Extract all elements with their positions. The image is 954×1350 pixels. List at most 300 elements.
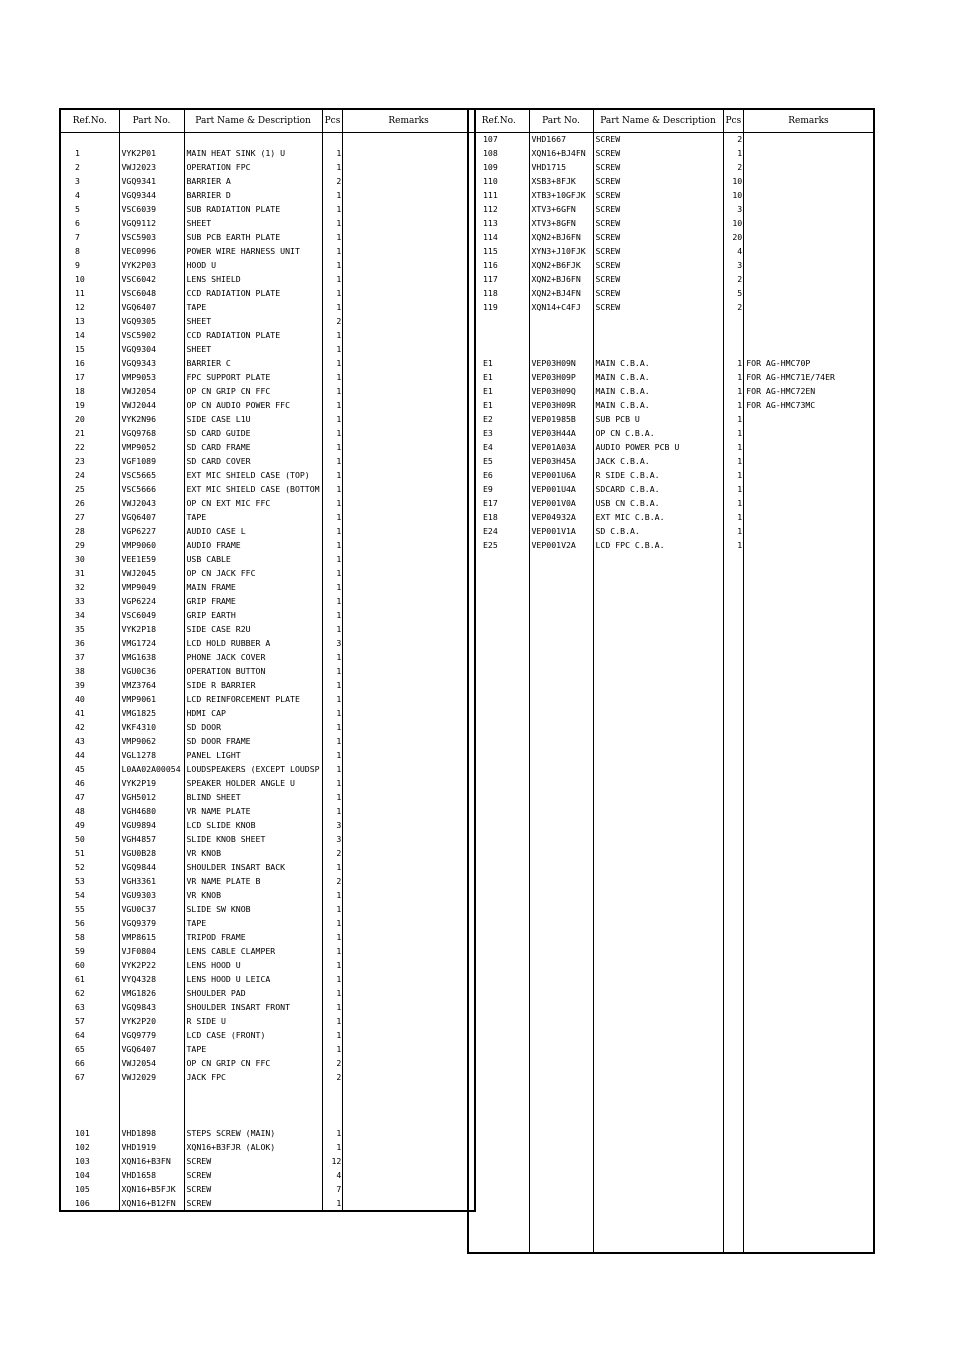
pcs-cell: 1 <box>322 413 343 427</box>
part-no-cell <box>529 1239 593 1253</box>
part-name-cell: BARRIER A <box>184 175 322 189</box>
table-row <box>60 1071 475 1085</box>
part-no-cell: VMZ3764 <box>119 679 184 693</box>
part-no-cell: VMP9049 <box>119 581 184 595</box>
remarks-cell <box>744 987 874 1001</box>
remarks-cell <box>744 945 874 959</box>
part-name-cell <box>593 343 723 357</box>
ref-no-cell: 107 <box>468 133 529 147</box>
ref-no-cell: 47 <box>60 791 119 805</box>
pcs-cell: 1 <box>322 189 343 203</box>
ref-no-cell: 4 <box>60 189 119 203</box>
pcs-cell: 1 <box>322 1015 343 1029</box>
part-no-cell: XQN2+BJ6FN <box>529 231 593 245</box>
part-no-cell <box>529 315 593 329</box>
table-row <box>468 1155 874 1169</box>
remarks-cell <box>343 679 475 693</box>
part-name-cell: SUB PCB U <box>593 413 723 427</box>
pcs-cell <box>723 1099 744 1113</box>
header-remarks: Remarks <box>343 109 475 133</box>
table-row <box>468 315 874 329</box>
table-row <box>60 959 475 973</box>
ref-no-cell <box>468 1197 529 1211</box>
table-row <box>60 1141 475 1155</box>
remarks-cell <box>343 637 475 651</box>
table-row <box>60 903 475 917</box>
part-no-cell: VEP01985B <box>529 413 593 427</box>
remarks-cell <box>744 1183 874 1197</box>
part-name-cell: VR KNOB <box>184 847 322 861</box>
ref-no-cell: E17 <box>468 497 529 511</box>
part-name-cell <box>593 1169 723 1183</box>
part-name-cell <box>593 1127 723 1141</box>
ref-no-cell: 64 <box>60 1029 119 1043</box>
remarks-cell <box>744 693 874 707</box>
table-row <box>60 511 475 525</box>
pcs-cell: 3 <box>723 203 744 217</box>
pcs-cell: 1 <box>322 959 343 973</box>
remarks-cell <box>343 413 475 427</box>
remarks-cell <box>343 259 475 273</box>
ref-no-cell <box>468 749 529 763</box>
pcs-cell <box>723 931 744 945</box>
table-row <box>60 581 475 595</box>
remarks-cell <box>343 231 475 245</box>
ref-no-cell: 110 <box>468 175 529 189</box>
part-name-cell <box>593 973 723 987</box>
table-row <box>60 847 475 861</box>
part-name-cell: GRIP EARTH <box>184 609 322 623</box>
ref-no-cell <box>468 1099 529 1113</box>
remarks-cell <box>343 735 475 749</box>
part-name-cell: OP CN JACK FFC <box>184 567 322 581</box>
part-name-cell: SHOULDER INSART FRONT <box>184 1001 322 1015</box>
pcs-cell <box>322 1113 343 1127</box>
part-no-cell: VGH5012 <box>119 791 184 805</box>
ref-no-cell: 1 <box>60 147 119 161</box>
part-no-cell: VWJ2023 <box>119 161 184 175</box>
remarks-cell <box>343 1057 475 1071</box>
pcs-cell: 1 <box>322 497 343 511</box>
part-name-cell <box>593 1197 723 1211</box>
part-no-cell: XSB3+8FJK <box>529 175 593 189</box>
ref-no-cell <box>468 609 529 623</box>
remarks-cell <box>744 721 874 735</box>
remarks-cell <box>343 189 475 203</box>
table-row <box>60 287 475 301</box>
part-no-cell <box>529 679 593 693</box>
part-no-cell <box>529 973 593 987</box>
part-name-cell: OPERATION FPC <box>184 161 322 175</box>
pcs-cell <box>723 1169 744 1183</box>
pcs-cell: 1 <box>723 371 744 385</box>
part-name-cell: JACK FPC <box>184 1071 322 1085</box>
pcs-cell: 1 <box>322 329 343 343</box>
ref-no-cell <box>468 875 529 889</box>
remarks-cell <box>343 833 475 847</box>
remarks-cell <box>343 287 475 301</box>
pcs-cell: 1 <box>322 805 343 819</box>
part-no-cell: VGQ9779 <box>119 1029 184 1043</box>
ref-no-cell: 15 <box>60 343 119 357</box>
ref-no-cell <box>468 861 529 875</box>
ref-no-cell <box>468 1169 529 1183</box>
table-row <box>60 427 475 441</box>
part-no-cell: VEP04932A <box>529 511 593 525</box>
pcs-cell: 1 <box>322 693 343 707</box>
pcs-cell: 3 <box>322 819 343 833</box>
pcs-cell: 1 <box>322 749 343 763</box>
table-row <box>60 721 475 735</box>
table-row <box>60 133 475 147</box>
ref-no-cell <box>468 553 529 567</box>
table-row <box>468 161 874 175</box>
part-name-cell <box>593 609 723 623</box>
part-name-cell: LCD CASE (FRONT) <box>184 1029 322 1043</box>
ref-no-cell <box>468 651 529 665</box>
remarks-cell <box>343 133 475 147</box>
pcs-cell: 1 <box>322 917 343 931</box>
part-no-cell: VGP6227 <box>119 525 184 539</box>
remarks-cell <box>744 1127 874 1141</box>
pcs-cell: 1 <box>322 609 343 623</box>
ref-no-cell: 12 <box>60 301 119 315</box>
part-no-cell: VGQ6407 <box>119 1043 184 1057</box>
part-name-cell <box>593 763 723 777</box>
part-name-cell: LCD SLIDE KNOB <box>184 819 322 833</box>
pcs-cell: 2 <box>322 1057 343 1071</box>
ref-no-cell <box>468 1211 529 1225</box>
table-row <box>60 1015 475 1029</box>
part-name-cell: SCREW <box>184 1183 322 1197</box>
part-name-cell: SCREW <box>593 259 723 273</box>
ref-no-cell: 34 <box>60 609 119 623</box>
pcs-cell <box>723 343 744 357</box>
table-row <box>468 413 874 427</box>
ref-no-cell <box>468 1071 529 1085</box>
remarks-cell <box>744 1169 874 1183</box>
part-name-cell: SDCARD C.B.A. <box>593 483 723 497</box>
ref-no-cell: 18 <box>60 385 119 399</box>
part-no-cell: VYK2P20 <box>119 1015 184 1029</box>
remarks-cell <box>343 161 475 175</box>
remarks-cell <box>744 791 874 805</box>
part-no-cell <box>529 665 593 679</box>
pcs-cell <box>723 945 744 959</box>
ref-no-cell: 49 <box>60 819 119 833</box>
remarks-cell <box>343 889 475 903</box>
part-no-cell <box>529 609 593 623</box>
remarks-cell <box>343 469 475 483</box>
table-row <box>60 483 475 497</box>
table-row <box>60 1043 475 1057</box>
table-row <box>60 791 475 805</box>
part-name-cell: SCREW <box>184 1155 322 1169</box>
table-row <box>60 917 475 931</box>
remarks-cell <box>343 917 475 931</box>
part-no-cell <box>529 1071 593 1085</box>
ref-no-cell <box>468 777 529 791</box>
ref-no-cell: E25 <box>468 539 529 553</box>
remarks-cell <box>744 847 874 861</box>
table-row <box>60 833 475 847</box>
pcs-cell <box>723 763 744 777</box>
table-row <box>468 497 874 511</box>
pcs-cell: 1 <box>723 539 744 553</box>
pcs-cell: 1 <box>322 217 343 231</box>
ref-no-cell: 55 <box>60 903 119 917</box>
remarks-cell <box>343 693 475 707</box>
remarks-cell <box>343 441 475 455</box>
remarks-cell <box>343 763 475 777</box>
part-no-cell: VWJ2044 <box>119 399 184 413</box>
part-no-cell <box>529 1225 593 1239</box>
part-name-cell <box>184 1113 322 1127</box>
pcs-cell: 1 <box>322 679 343 693</box>
ref-no-cell: 67 <box>60 1071 119 1085</box>
part-name-cell: MAIN C.B.A. <box>593 399 723 413</box>
table-row <box>468 133 874 147</box>
remarks-cell <box>343 539 475 553</box>
part-name-cell: LENS HOOD U LEICA <box>184 973 322 987</box>
pcs-cell <box>723 1127 744 1141</box>
ref-no-cell: E6 <box>468 469 529 483</box>
part-name-cell <box>593 1183 723 1197</box>
table-row <box>468 301 874 315</box>
part-name-cell <box>184 1085 322 1099</box>
ref-no-cell: 10 <box>60 273 119 287</box>
remarks-cell <box>744 203 874 217</box>
part-no-cell <box>529 343 593 357</box>
part-name-cell <box>593 1099 723 1113</box>
remarks-cell <box>744 637 874 651</box>
part-no-cell: VYK2P03 <box>119 259 184 273</box>
part-no-cell: VGU9894 <box>119 819 184 833</box>
part-name-cell: SLIDE KNOB SHEET <box>184 833 322 847</box>
remarks-cell <box>343 959 475 973</box>
remarks-cell <box>744 455 874 469</box>
part-no-cell <box>119 1113 184 1127</box>
remarks-cell <box>343 1113 475 1127</box>
part-name-cell: OP CN AUDIO POWER FFC <box>184 399 322 413</box>
part-no-cell <box>529 805 593 819</box>
remarks-cell <box>343 707 475 721</box>
ref-no-cell: 5 <box>60 203 119 217</box>
part-name-cell: SCREW <box>593 175 723 189</box>
table-row <box>468 1183 874 1197</box>
table-row <box>60 371 475 385</box>
ref-no-cell: 2 <box>60 161 119 175</box>
header-part-no: Part No. <box>119 109 184 133</box>
pcs-cell <box>723 1183 744 1197</box>
part-name-cell: OPERATION BUTTON <box>184 665 322 679</box>
part-name-cell: TAPE <box>184 1043 322 1057</box>
part-no-cell <box>529 651 593 665</box>
ref-no-cell: 25 <box>60 483 119 497</box>
part-no-cell: VEP03H09R <box>529 399 593 413</box>
ref-no-cell: 119 <box>468 301 529 315</box>
pcs-cell: 1 <box>322 483 343 497</box>
pcs-cell: 1 <box>322 903 343 917</box>
part-name-cell <box>593 1043 723 1057</box>
table-row <box>468 427 874 441</box>
part-no-cell <box>529 917 593 931</box>
ref-no-cell: 26 <box>60 497 119 511</box>
remarks-cell <box>343 553 475 567</box>
remarks-cell <box>343 1169 475 1183</box>
remarks-cell <box>343 371 475 385</box>
part-name-cell: SPEAKER HOLDER ANGLE U <box>184 777 322 791</box>
table-row <box>60 399 475 413</box>
part-no-cell <box>529 1141 593 1155</box>
pcs-cell <box>723 819 744 833</box>
pcs-cell <box>723 791 744 805</box>
part-no-cell: VYQ4328 <box>119 973 184 987</box>
remarks-cell <box>343 1029 475 1043</box>
ref-no-cell <box>468 847 529 861</box>
remarks-cell <box>744 1197 874 1211</box>
remarks-cell <box>744 245 874 259</box>
remarks-cell <box>744 833 874 847</box>
pcs-cell: 1 <box>322 973 343 987</box>
pcs-cell <box>723 1085 744 1099</box>
part-name-cell <box>593 1029 723 1043</box>
remarks-cell <box>744 315 874 329</box>
part-no-cell: VEP03H09Q <box>529 385 593 399</box>
remarks-cell <box>343 497 475 511</box>
remarks-cell <box>744 329 874 343</box>
part-no-cell: VHD1898 <box>119 1127 184 1141</box>
pcs-cell: 3 <box>322 833 343 847</box>
remarks-cell <box>343 483 475 497</box>
ref-no-cell <box>468 665 529 679</box>
remarks-cell <box>343 455 475 469</box>
ref-no-cell: 43 <box>60 735 119 749</box>
ref-no-cell <box>468 1001 529 1015</box>
ref-no-cell: 115 <box>468 245 529 259</box>
pcs-cell: 1 <box>723 385 744 399</box>
ref-no-cell <box>468 917 529 931</box>
pcs-cell: 1 <box>322 861 343 875</box>
ref-no-cell: E2 <box>468 413 529 427</box>
pcs-cell <box>723 959 744 973</box>
part-name-cell <box>593 875 723 889</box>
pcs-cell <box>723 987 744 1001</box>
pcs-cell: 2 <box>723 273 744 287</box>
part-name-cell: SD DOOR FRAME <box>184 735 322 749</box>
pcs-cell: 1 <box>723 455 744 469</box>
table-row <box>60 385 475 399</box>
part-name-cell: USB CN C.B.A. <box>593 497 723 511</box>
pcs-cell <box>322 1099 343 1113</box>
remarks-cell <box>744 161 874 175</box>
table-row <box>468 651 874 665</box>
remarks-cell <box>744 525 874 539</box>
remarks-cell <box>744 581 874 595</box>
remarks-cell <box>744 1015 874 1029</box>
part-name-cell: LOUDSPEAKERS (EXCEPT LOUDSP <box>184 763 322 777</box>
remarks-cell <box>343 777 475 791</box>
pcs-cell: 1 <box>322 455 343 469</box>
remarks-cell <box>744 217 874 231</box>
pcs-cell: 1 <box>322 1001 343 1015</box>
table-row <box>468 903 874 917</box>
pcs-cell: 1 <box>322 987 343 1001</box>
pcs-cell: 1 <box>322 889 343 903</box>
part-no-cell: XYN3+J10FJK <box>529 245 593 259</box>
part-no-cell <box>529 1113 593 1127</box>
part-no-cell: VGH4680 <box>119 805 184 819</box>
pcs-cell <box>723 707 744 721</box>
remarks-cell <box>343 1141 475 1155</box>
ref-no-cell <box>60 1085 119 1099</box>
pcs-cell: 1 <box>322 399 343 413</box>
part-no-cell: VGU0C37 <box>119 903 184 917</box>
part-name-cell <box>593 651 723 665</box>
remarks-cell <box>343 623 475 637</box>
ref-no-cell <box>468 1239 529 1253</box>
pcs-cell <box>723 567 744 581</box>
table-row <box>468 175 874 189</box>
pcs-cell: 1 <box>322 651 343 665</box>
part-name-cell <box>593 917 723 931</box>
part-name-cell: POWER WIRE HARNESS UNIT <box>184 245 322 259</box>
part-no-cell: VGP6224 <box>119 595 184 609</box>
ref-no-cell <box>468 1085 529 1099</box>
part-no-cell <box>119 1085 184 1099</box>
ref-no-cell: 35 <box>60 623 119 637</box>
remarks-cell <box>744 777 874 791</box>
remarks-cell <box>343 651 475 665</box>
ref-no-cell <box>468 763 529 777</box>
remarks-cell <box>744 609 874 623</box>
part-name-cell: OP CN EXT MIC FFC <box>184 497 322 511</box>
part-no-cell: VYK2N96 <box>119 413 184 427</box>
table-row <box>60 175 475 189</box>
remarks-cell <box>744 1071 874 1085</box>
part-no-cell: VEP03H45A <box>529 455 593 469</box>
ref-no-cell: 17 <box>60 371 119 385</box>
table-row <box>60 567 475 581</box>
remarks-cell <box>744 903 874 917</box>
table-row <box>468 567 874 581</box>
pcs-cell: 1 <box>322 1141 343 1155</box>
part-no-cell: VGQ9843 <box>119 1001 184 1015</box>
part-no-cell: VGQ9344 <box>119 189 184 203</box>
part-name-cell: AUDIO CASE L <box>184 525 322 539</box>
remarks-cell <box>343 399 475 413</box>
remarks-cell <box>744 595 874 609</box>
pcs-cell: 1 <box>322 945 343 959</box>
ref-no-cell: 24 <box>60 469 119 483</box>
remarks-cell <box>744 651 874 665</box>
part-name-cell: EXT MIC C.B.A. <box>593 511 723 525</box>
remarks-cell <box>744 1225 874 1239</box>
table-row <box>468 189 874 203</box>
ref-no-cell <box>468 637 529 651</box>
table-header-row <box>60 109 475 133</box>
table-row <box>468 609 874 623</box>
ref-no-cell: 60 <box>60 959 119 973</box>
pcs-cell: 1 <box>723 399 744 413</box>
part-name-cell: SIDE R BARRIER <box>184 679 322 693</box>
pcs-cell: 3 <box>322 637 343 651</box>
ref-no-cell <box>468 819 529 833</box>
table-row <box>468 203 874 217</box>
pcs-cell: 1 <box>322 1197 343 1211</box>
ref-no-cell: 57 <box>60 1015 119 1029</box>
part-no-cell <box>529 735 593 749</box>
